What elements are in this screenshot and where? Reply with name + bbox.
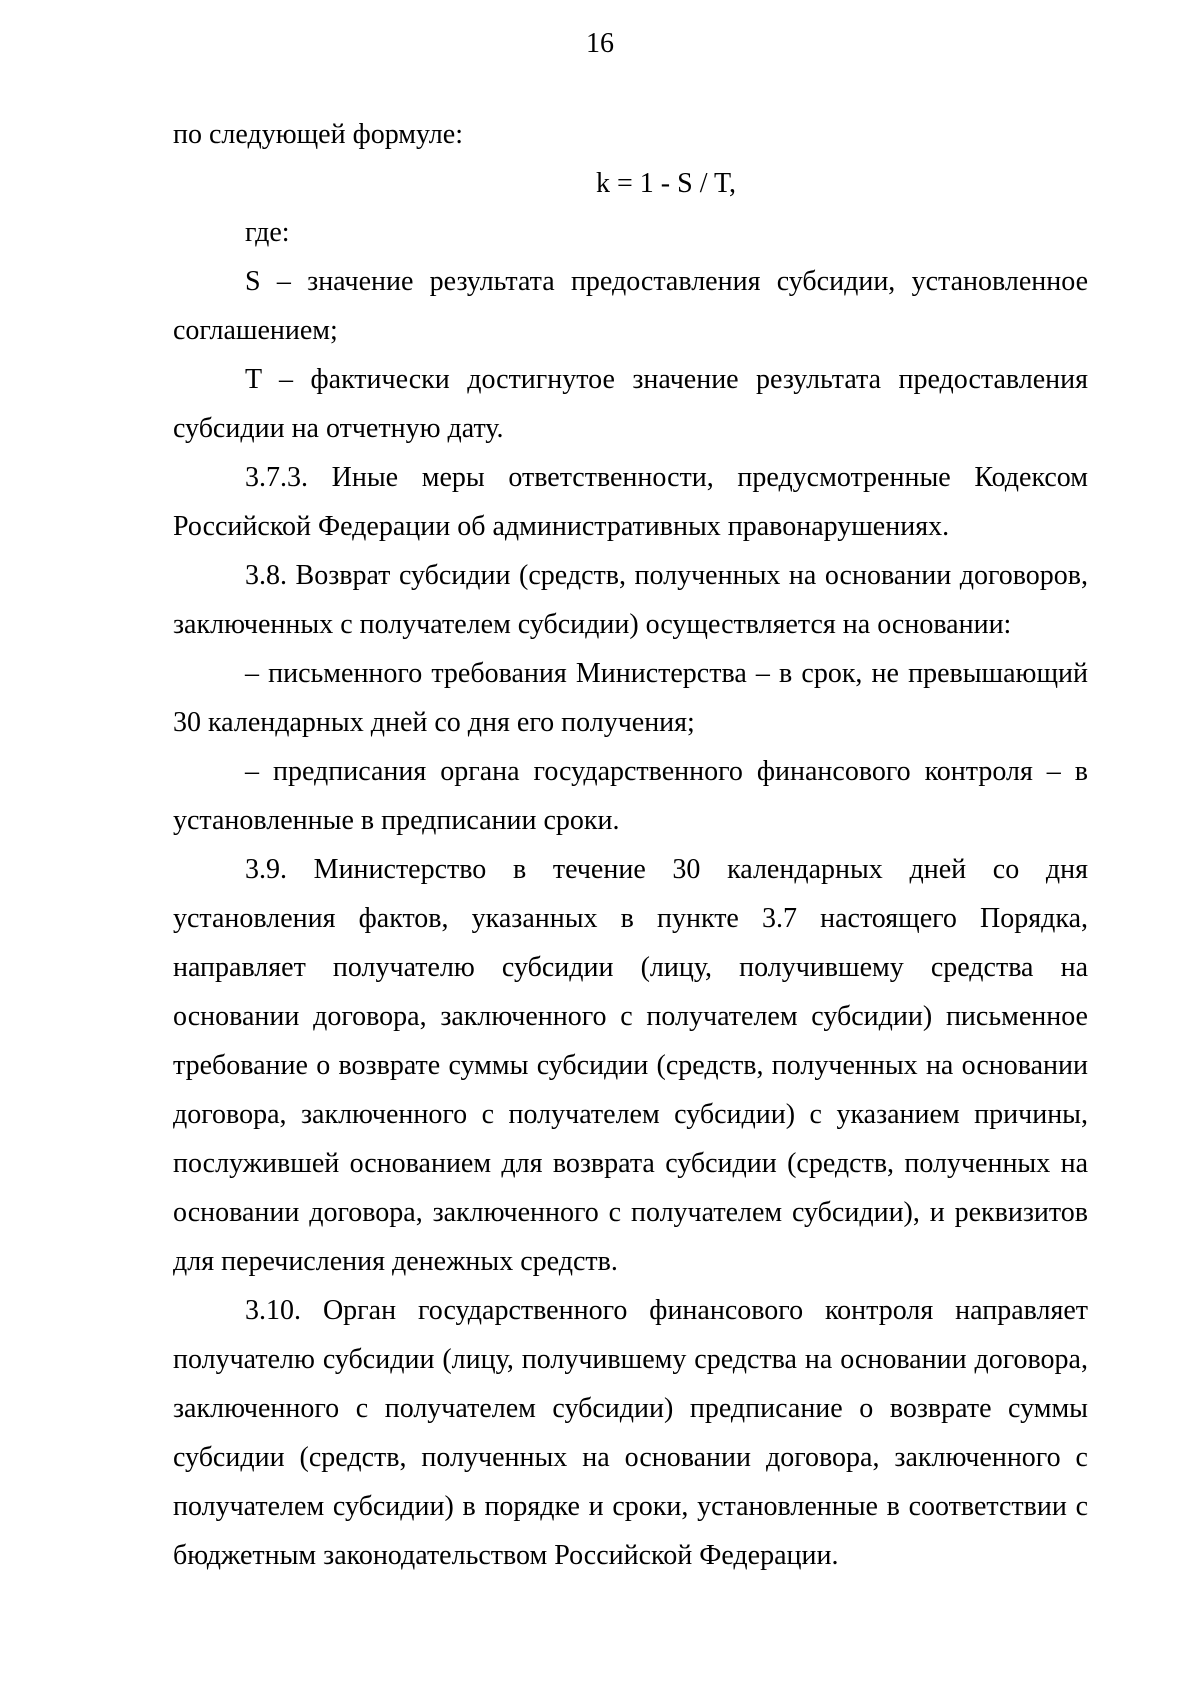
paragraph-t-definition: T – фактически достигнутое значение результата предоставления субсидии на отчетную дату. [173, 364, 1088, 444]
paragraph-3-10: 3.10. Орган государственного финансового контроля направляет получателю субсидии (лицу, получившему средства на основании договора, заключенного с получателем субсидии) предписание о возврате суммы субсидии (средств, полученных на основании договора, заключенного с получателем субсидии) в порядке и сроки, установленные в соответствии с бюджетным законодательством Российской Федерации. [173, 1295, 1088, 1571]
page-number: 16 [586, 28, 614, 59]
paragraph-3-9: 3.9. Министерство в течение 30 календарных дней со дня установления фактов, указанных в пункте 3.7 настоящего Порядка, направляет получателю субсидии (лицу, получившему средства на основании договора, заключенного с получателем субсидии) письменное требование о возврате суммы субсидии (средств, полученных на основании договора, заключенного с получателем субсидии) с указанием причины, послужившей основанием для возврата субсидии (средств, полученных на основании договора, заключенного с получателем субсидии), и реквизитов для перечисления денежных средств. [173, 854, 1088, 1277]
paragraph-3-8: 3.8. Возврат субсидии (средств, полученных на основании договоров, заключенных с получателем субсидии) осуществляется на основании: [173, 560, 1088, 640]
document-body [173, 110, 1088, 1580]
paragraph-where: где: [245, 217, 290, 248]
paragraph-3-7-3: 3.7.3. Иные меры ответственности, предусмотренные Кодексом Российской Федерации об административных правонарушениях. [173, 462, 1088, 542]
paragraph-3-8-item-2: – предписания органа государственного финансового контроля – в установленные в предписании сроки. [173, 756, 1088, 836]
paragraph-formula-intro: по следующей формуле: [173, 119, 463, 150]
formula: k = 1 - S / T, [596, 168, 736, 199]
paragraph-3-8-item-1: – письменного требования Министерства – в срок, не превышающий 30 календарных дней со дня его получения; [173, 658, 1088, 738]
paragraph-s-definition: S – значение результата предоставления субсидии, установленное соглашением; [173, 266, 1088, 346]
